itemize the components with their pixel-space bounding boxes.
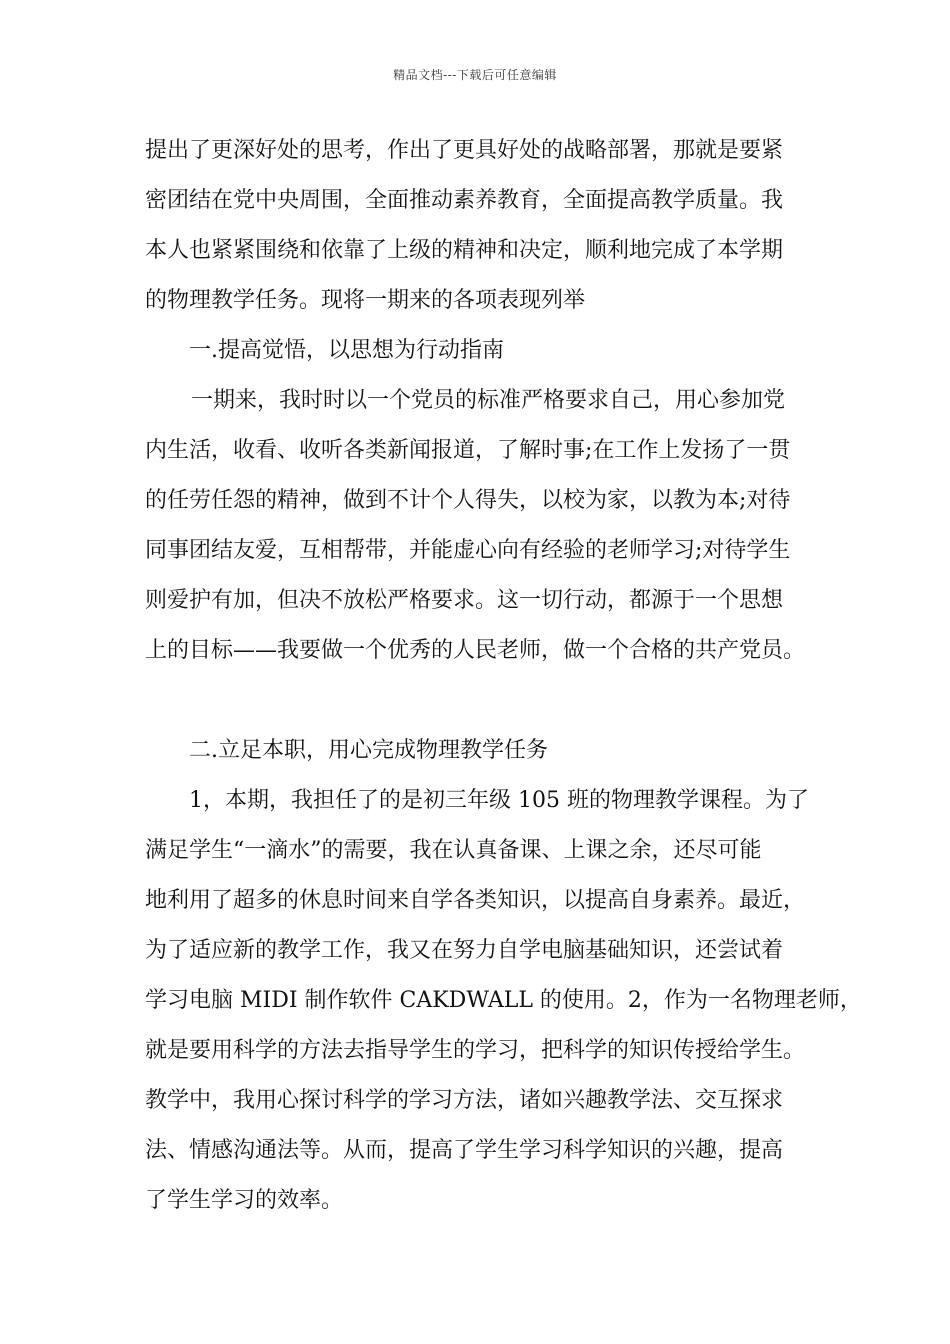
- paragraph-line: 地利用了超多的休息时间来自学各类知识，以提高自身素养。最近，: [145, 888, 806, 913]
- paragraph-line: 满足学生“一滴水”的需要，我在认真备课、上课之余，还尽可能: [145, 838, 762, 863]
- paragraph-line: 教学中，我用心探讨科学的学习方法，诸如兴趣教学法、交互探求: [145, 1088, 784, 1113]
- paragraph-gap: [145, 676, 813, 726]
- section-heading-2: 二.立足本职，用心完成物理教学任务: [189, 738, 548, 763]
- paragraph-line: 密团结在党中央周围，全面推动素养教育，全面提高教学质量。我: [145, 188, 784, 213]
- paragraph-line: 学习电脑 MIDI 制作软件 CAKDWALL 的使用。2，作为一名物理老师，: [145, 988, 862, 1013]
- paragraph-line: 一期来，我时时以一个党员的标准严格要求自己，用心参加党: [191, 388, 786, 413]
- paragraph-line: 提出了更深好处的思考，作出了更具好处的战略部署，那就是要紧: [145, 138, 784, 163]
- paragraph-line: 就是要用科学的方法去指导学生的学习，把科学的知识传授给学生。: [145, 1038, 806, 1063]
- paragraph-line: 的物理教学任务。现将一期来的各项表现列举: [145, 288, 586, 313]
- section-heading-1: 一.提高觉悟，以思想为行动指南: [189, 338, 504, 363]
- page-header: 精品文档---下载后可任意编辑: [393, 68, 557, 82]
- paragraph-line: 上的目标——我要做一个优秀的人民老师，做一个合格的共产党员。: [145, 638, 806, 663]
- paragraph-line: 内生活，收看、收听各类新闻报道，了解时事;在工作上发扬了一贯: [145, 438, 791, 463]
- paragraph-line: 了学生学习的效率。: [145, 1188, 344, 1213]
- document-body: [145, 126, 862, 1226]
- paragraph-line: 1，本期，我担任了的是初三年级 105 班的物理教学课程。为了: [189, 788, 809, 813]
- paragraph-line: 为了适应新的教学工作，我又在努力自学电脑基础知识，还尝试着: [145, 938, 784, 963]
- paragraph-line: 法、情感沟通法等。从而，提高了学生学习科学知识的兴趣，提高: [145, 1138, 784, 1163]
- paragraph-line: 同事团结友爱，互相帮带，并能虚心向有经验的老师学习;对待学生: [145, 538, 791, 563]
- paragraph-line: 本人也紧紧围绕和依靠了上级的精神和决定，顺利地完成了本学期: [145, 238, 784, 263]
- paragraph-line: 则爱护有加，但决不放松严格要求。这一切行动，都源于一个思想: [145, 588, 784, 613]
- paragraph-line: 的任劳任怨的精神，做到不计个人得失，以校为家，以教为本;对待: [145, 488, 791, 513]
